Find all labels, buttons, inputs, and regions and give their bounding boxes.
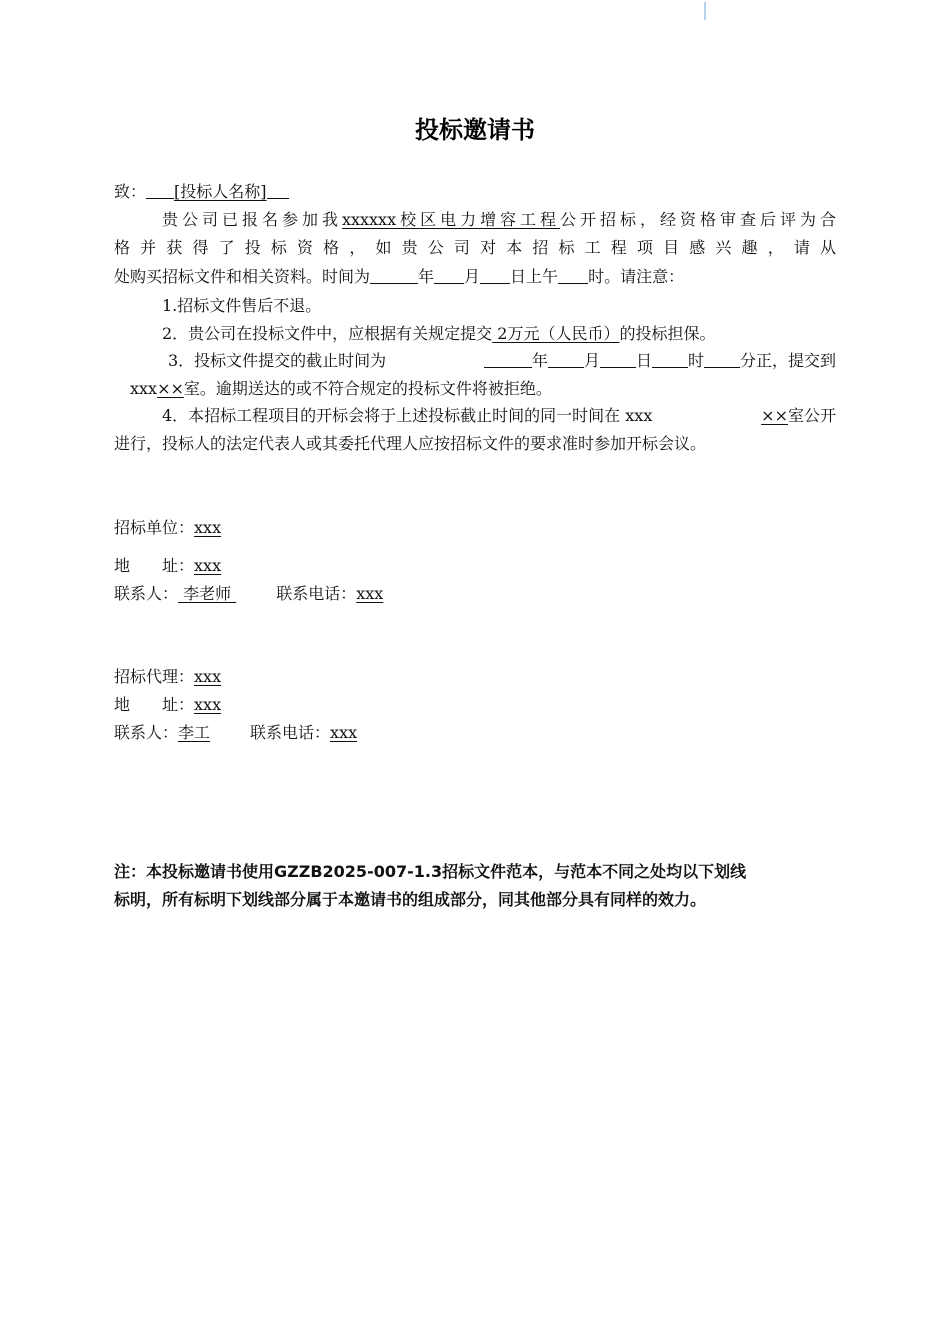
deadline-month-blank [548, 349, 584, 368]
recipient-name: [投标人名称] [174, 182, 267, 201]
note-4 [162, 402, 836, 430]
submit-room-prefix: xxx [130, 379, 158, 398]
tenderer-address [114, 552, 221, 580]
tenderer-unit [114, 514, 221, 542]
day-label: 日上午 [510, 267, 559, 286]
deadline-year-label: 年 [531, 351, 548, 370]
deadline-minute-blank [704, 349, 740, 368]
agent-address [114, 691, 221, 719]
opening-room-number: ×× [761, 406, 788, 425]
agent-phone-label: 联系电话： [250, 723, 331, 742]
note-4-text: 4．本招标工程项目的开标会将于上述投标截止时间的同一时间在 xxx [162, 406, 653, 425]
agent-contact-value: 李工 [178, 723, 211, 742]
note-2-text: 2．贵公司在投标文件中，应根据有关规定提交 [162, 324, 493, 343]
intro-text: 处购买招标文件和相关资料。时间为 [114, 267, 371, 286]
month-blank [434, 265, 464, 284]
intro-text: 公开招标，经资格审查后评为合 [560, 210, 836, 229]
agent-contact-label: 联系人： [114, 723, 179, 742]
tenderer-unit-label: 招标单位： [114, 518, 195, 537]
tenderer-contact-label: 联系人： [114, 584, 179, 603]
agent-phone-value: xxx [330, 723, 358, 742]
agent-label: 招标代理： [114, 667, 195, 686]
note-3-text: 3．投标文件提交的截止时间为 [168, 351, 387, 370]
deadline-year-blank [484, 349, 532, 368]
tenderer-address-label: 地 址： [114, 556, 195, 575]
tenderer-phone-value: xxx [356, 584, 384, 603]
text-cursor-marker [704, 2, 706, 20]
submit-room-number: ×× [157, 379, 184, 398]
hour-label: 时。请注意： [588, 267, 685, 286]
note-4-line-2: 进行，投标人的法定代表人或其委托代理人应按招标文件的要求准时参加开标会议。 [114, 434, 707, 453]
deadline-day-label: 日 [635, 351, 652, 370]
day-blank [480, 265, 510, 284]
agent-name [114, 663, 221, 691]
hour-blank [558, 265, 588, 284]
deadline-hour-blank [652, 349, 688, 368]
footnote-line-1: 注：本投标邀请书使用GZZB2025-007-1.3招标文件范本，与范本不同之处均以下划线 [114, 862, 747, 881]
note-3-text-end: 室。逾期送达的或不符合规定的投标文件将被拒绝。 [183, 379, 552, 398]
footnote-line-2: 标明，所有标明下划线部分属于本邀请书的组成部分，同其他部分具有同样的效力。 [114, 890, 707, 909]
note-2 [162, 320, 715, 348]
note-4-text-end: 室公开 [787, 406, 836, 425]
intro-line-2: 格并获得了投标资格，如贵公司对本招标工程项目感兴趣，请从 [114, 238, 836, 257]
intro-line-3 [114, 263, 684, 291]
tenderer-contact-value: 李老师 [178, 584, 237, 603]
salutation-blank-end [267, 180, 289, 199]
agent-address-label: 地 址： [114, 695, 195, 714]
note-3 [168, 347, 836, 375]
tenderer-phone-label: 联系电话： [276, 584, 357, 603]
agent-contact [114, 719, 357, 747]
deadline-day-blank [600, 349, 636, 368]
year-blank [370, 265, 418, 284]
document-title: 投标邀请书 [415, 116, 535, 144]
agent-address-value: xxx [194, 695, 222, 714]
salutation-line [114, 178, 289, 206]
project-name: xxxxxx校区电力增容工程 [341, 210, 561, 229]
intro-text: 贵公司已报名参加我 [162, 210, 342, 229]
deadline-submit-text: 分正，提交到 [739, 351, 836, 370]
note-1: 1.招标文件售后不退。 [162, 296, 322, 315]
tenderer-unit-value: xxx [194, 518, 222, 537]
guarantee-amount: 2万元（人民币） [492, 324, 620, 343]
salutation-label: 致： [114, 182, 147, 201]
agent-value: xxx [194, 667, 222, 686]
note-2-text-end: 的投标担保。 [619, 324, 716, 343]
deadline-month-label: 月 [583, 351, 600, 370]
tenderer-contact [114, 580, 383, 608]
tenderer-address-value: xxx [194, 556, 222, 575]
deadline-hour-label: 时 [687, 351, 704, 370]
year-label: 年 [418, 267, 435, 286]
month-label: 月 [464, 267, 481, 286]
intro-line-1 [162, 206, 836, 234]
salutation-blank [146, 180, 174, 199]
note-3-line-2 [130, 375, 552, 403]
